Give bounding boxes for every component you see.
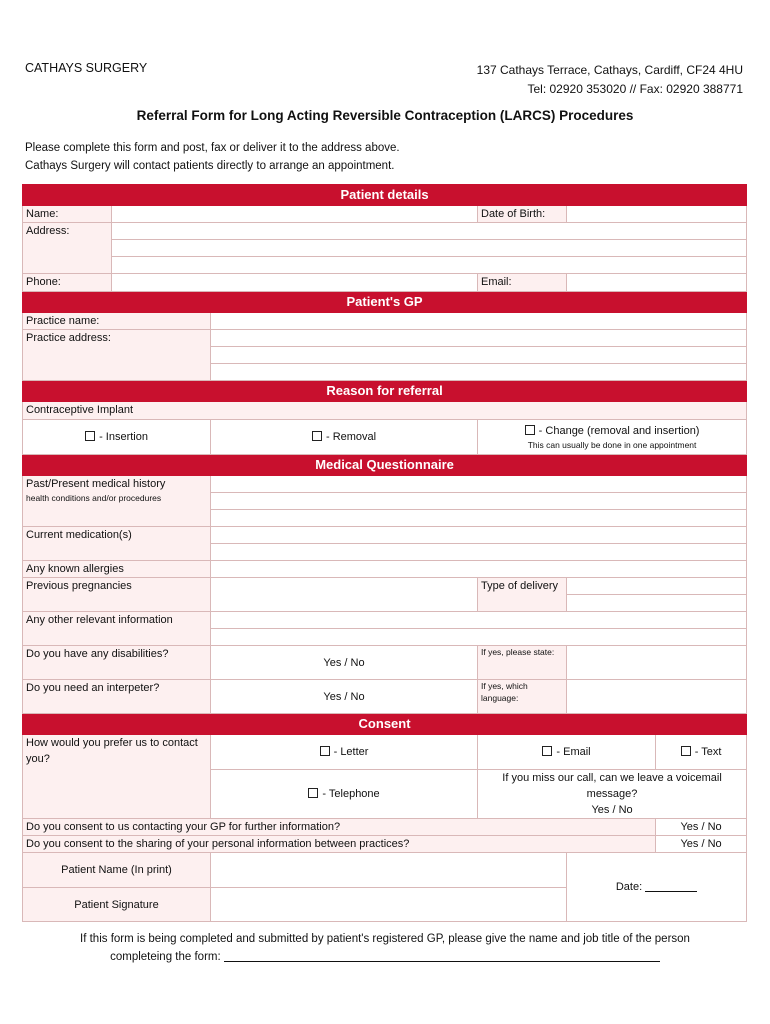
other-info-field-2[interactable] (211, 629, 747, 646)
dob-field[interactable] (567, 206, 747, 223)
other-info-field-1[interactable] (211, 612, 747, 629)
date-cell[interactable] (567, 853, 747, 922)
practice-address-field-3[interactable] (211, 364, 747, 381)
practice-address-label: Practice address: (23, 330, 211, 381)
email-option[interactable] (478, 735, 656, 770)
phone-field[interactable] (112, 274, 478, 292)
practice-phone-fax: Tel: 02920 353020 // Fax: 02920 388771 (527, 82, 743, 96)
referral-form (22, 184, 746, 922)
implant-label: Contraceptive Implant (23, 402, 747, 420)
history-field-3[interactable] (211, 510, 747, 527)
letter-label: - Letter (333, 746, 369, 758)
date-label: Date: (615, 881, 643, 893)
intro-text (25, 139, 400, 175)
text-label: - Text (694, 746, 722, 758)
practice-name: CATHAYS SURGERY (25, 61, 148, 75)
delivery-type-field-1[interactable] (567, 578, 747, 595)
intro-line-1: Please complete this form and post, fax or deliver it to the address above. (25, 142, 400, 154)
share-consent-label: Do you consent to the sharing of your personal information between practices? (23, 836, 656, 853)
change-label: - Change (removal and insertion) (538, 425, 700, 437)
practice-address-field-2[interactable] (211, 347, 747, 364)
section-consent: Consent (23, 714, 747, 735)
section-medical-questionnaire: Medical Questionnaire (23, 455, 747, 476)
name-field[interactable] (112, 206, 478, 223)
gp-consent-yes-no[interactable]: Yes / No (656, 819, 747, 836)
pregnancies-label: Previous pregnancies (23, 578, 211, 612)
history-note: health conditions and/or procedures (26, 493, 162, 503)
date-line[interactable] (645, 881, 697, 892)
signature-label: Patient Signature (23, 888, 211, 922)
delivery-type-label: Type of delivery (478, 578, 567, 612)
other-info-label: Any other relevant information (23, 612, 211, 646)
checkbox-icon[interactable] (681, 746, 691, 756)
removal-option[interactable] (211, 420, 478, 455)
disabilities-state-label: If yes, please state: (478, 646, 567, 680)
pregnancies-field[interactable] (211, 578, 478, 612)
gp-consent-label: Do you consent to us contacting your GP for further information? (23, 819, 656, 836)
disabilities-label: Do you have any disabilities? (23, 646, 211, 680)
intro-line-2: Cathays Surgery will contact patients directly to arrange an appointment. (25, 160, 395, 172)
patient-name-label: Patient Name (In print) (23, 853, 211, 888)
checkbox-icon[interactable] (308, 788, 318, 798)
dob-label: Date of Birth: (478, 206, 567, 223)
allergies-label: Any known allergies (23, 561, 211, 578)
email-option-label: - Email (556, 746, 591, 758)
voicemail-yes-no[interactable]: Yes / No (591, 804, 633, 816)
form-title: Referral Form for Long Acting Reversible Contraception (LARCS) Procedures (136, 108, 634, 123)
history-field-1[interactable] (211, 476, 747, 493)
address-label: Address: (23, 223, 112, 274)
section-reason-for-referral: Reason for referral (23, 381, 747, 402)
checkbox-icon[interactable] (85, 431, 95, 441)
insertion-option[interactable] (23, 420, 211, 455)
medication-field-2[interactable] (211, 544, 747, 561)
contact-preference-label: How would you prefer us to contact you? (23, 735, 211, 819)
practice-contact (477, 61, 743, 99)
phone-label: Phone: (23, 274, 112, 292)
telephone-option[interactable] (211, 770, 478, 819)
address-field-2[interactable] (112, 240, 747, 257)
text-option[interactable] (656, 735, 747, 770)
removal-label: - Removal (325, 431, 377, 443)
checkbox-icon[interactable] (525, 425, 535, 435)
footer-line-1: If this form is being completed and submitted by patient's registered GP, please give the name and job title of the person (80, 933, 690, 945)
disabilities-yes-no[interactable]: Yes / No (211, 646, 478, 680)
signature-field[interactable] (211, 888, 567, 922)
history-field-2[interactable] (211, 493, 747, 510)
letter-option[interactable] (211, 735, 478, 770)
footer-line-2 (0, 948, 770, 966)
insertion-label: - Insertion (99, 431, 148, 443)
voicemail-label: If you miss our call, can we leave a voicemail message? (502, 772, 722, 800)
practice-address-field-1[interactable] (211, 330, 747, 347)
voicemail-question[interactable] (478, 770, 747, 819)
section-patient-details: Patient details (23, 185, 747, 206)
gp-completion-note (0, 930, 770, 966)
address-field-1[interactable] (112, 223, 747, 240)
footer-line-2-text: completeing the form: (110, 951, 221, 963)
email-label: Email: (478, 274, 567, 292)
medication-label: Current medication(s) (23, 527, 211, 561)
section-patients-gp: Patient's GP (23, 292, 747, 313)
history-title: Past/Present medical history (26, 478, 166, 490)
delivery-type-field-2[interactable] (567, 595, 747, 612)
completer-name-line[interactable] (224, 949, 660, 962)
interpreter-language-field[interactable] (567, 680, 747, 714)
practice-address: 137 Cathays Terrace, Cathays, Cardiff, CF24 4HU (476, 63, 743, 77)
checkbox-icon[interactable] (320, 746, 330, 756)
practice-name-label: Practice name: (23, 313, 211, 330)
practice-name-field[interactable] (211, 313, 747, 330)
interpreter-language-label: If yes, which language: (478, 680, 567, 714)
change-note: This can usually be done in one appointment (527, 440, 697, 450)
change-option[interactable] (478, 420, 747, 455)
checkbox-icon[interactable] (542, 746, 552, 756)
telephone-label: - Telephone (322, 788, 380, 800)
name-label: Name: (23, 206, 112, 223)
patient-name-field[interactable] (211, 853, 567, 888)
email-field[interactable] (567, 274, 747, 292)
address-field-3[interactable] (112, 257, 747, 274)
medication-field-1[interactable] (211, 527, 747, 544)
checkbox-icon[interactable] (312, 431, 322, 441)
allergies-field[interactable] (211, 561, 747, 578)
interpreter-label: Do you need an interpeter? (23, 680, 211, 714)
share-consent-yes-no[interactable]: Yes / No (656, 836, 747, 853)
disabilities-state-field[interactable] (567, 646, 747, 680)
history-label (23, 476, 211, 527)
interpreter-yes-no[interactable]: Yes / No (211, 680, 478, 714)
